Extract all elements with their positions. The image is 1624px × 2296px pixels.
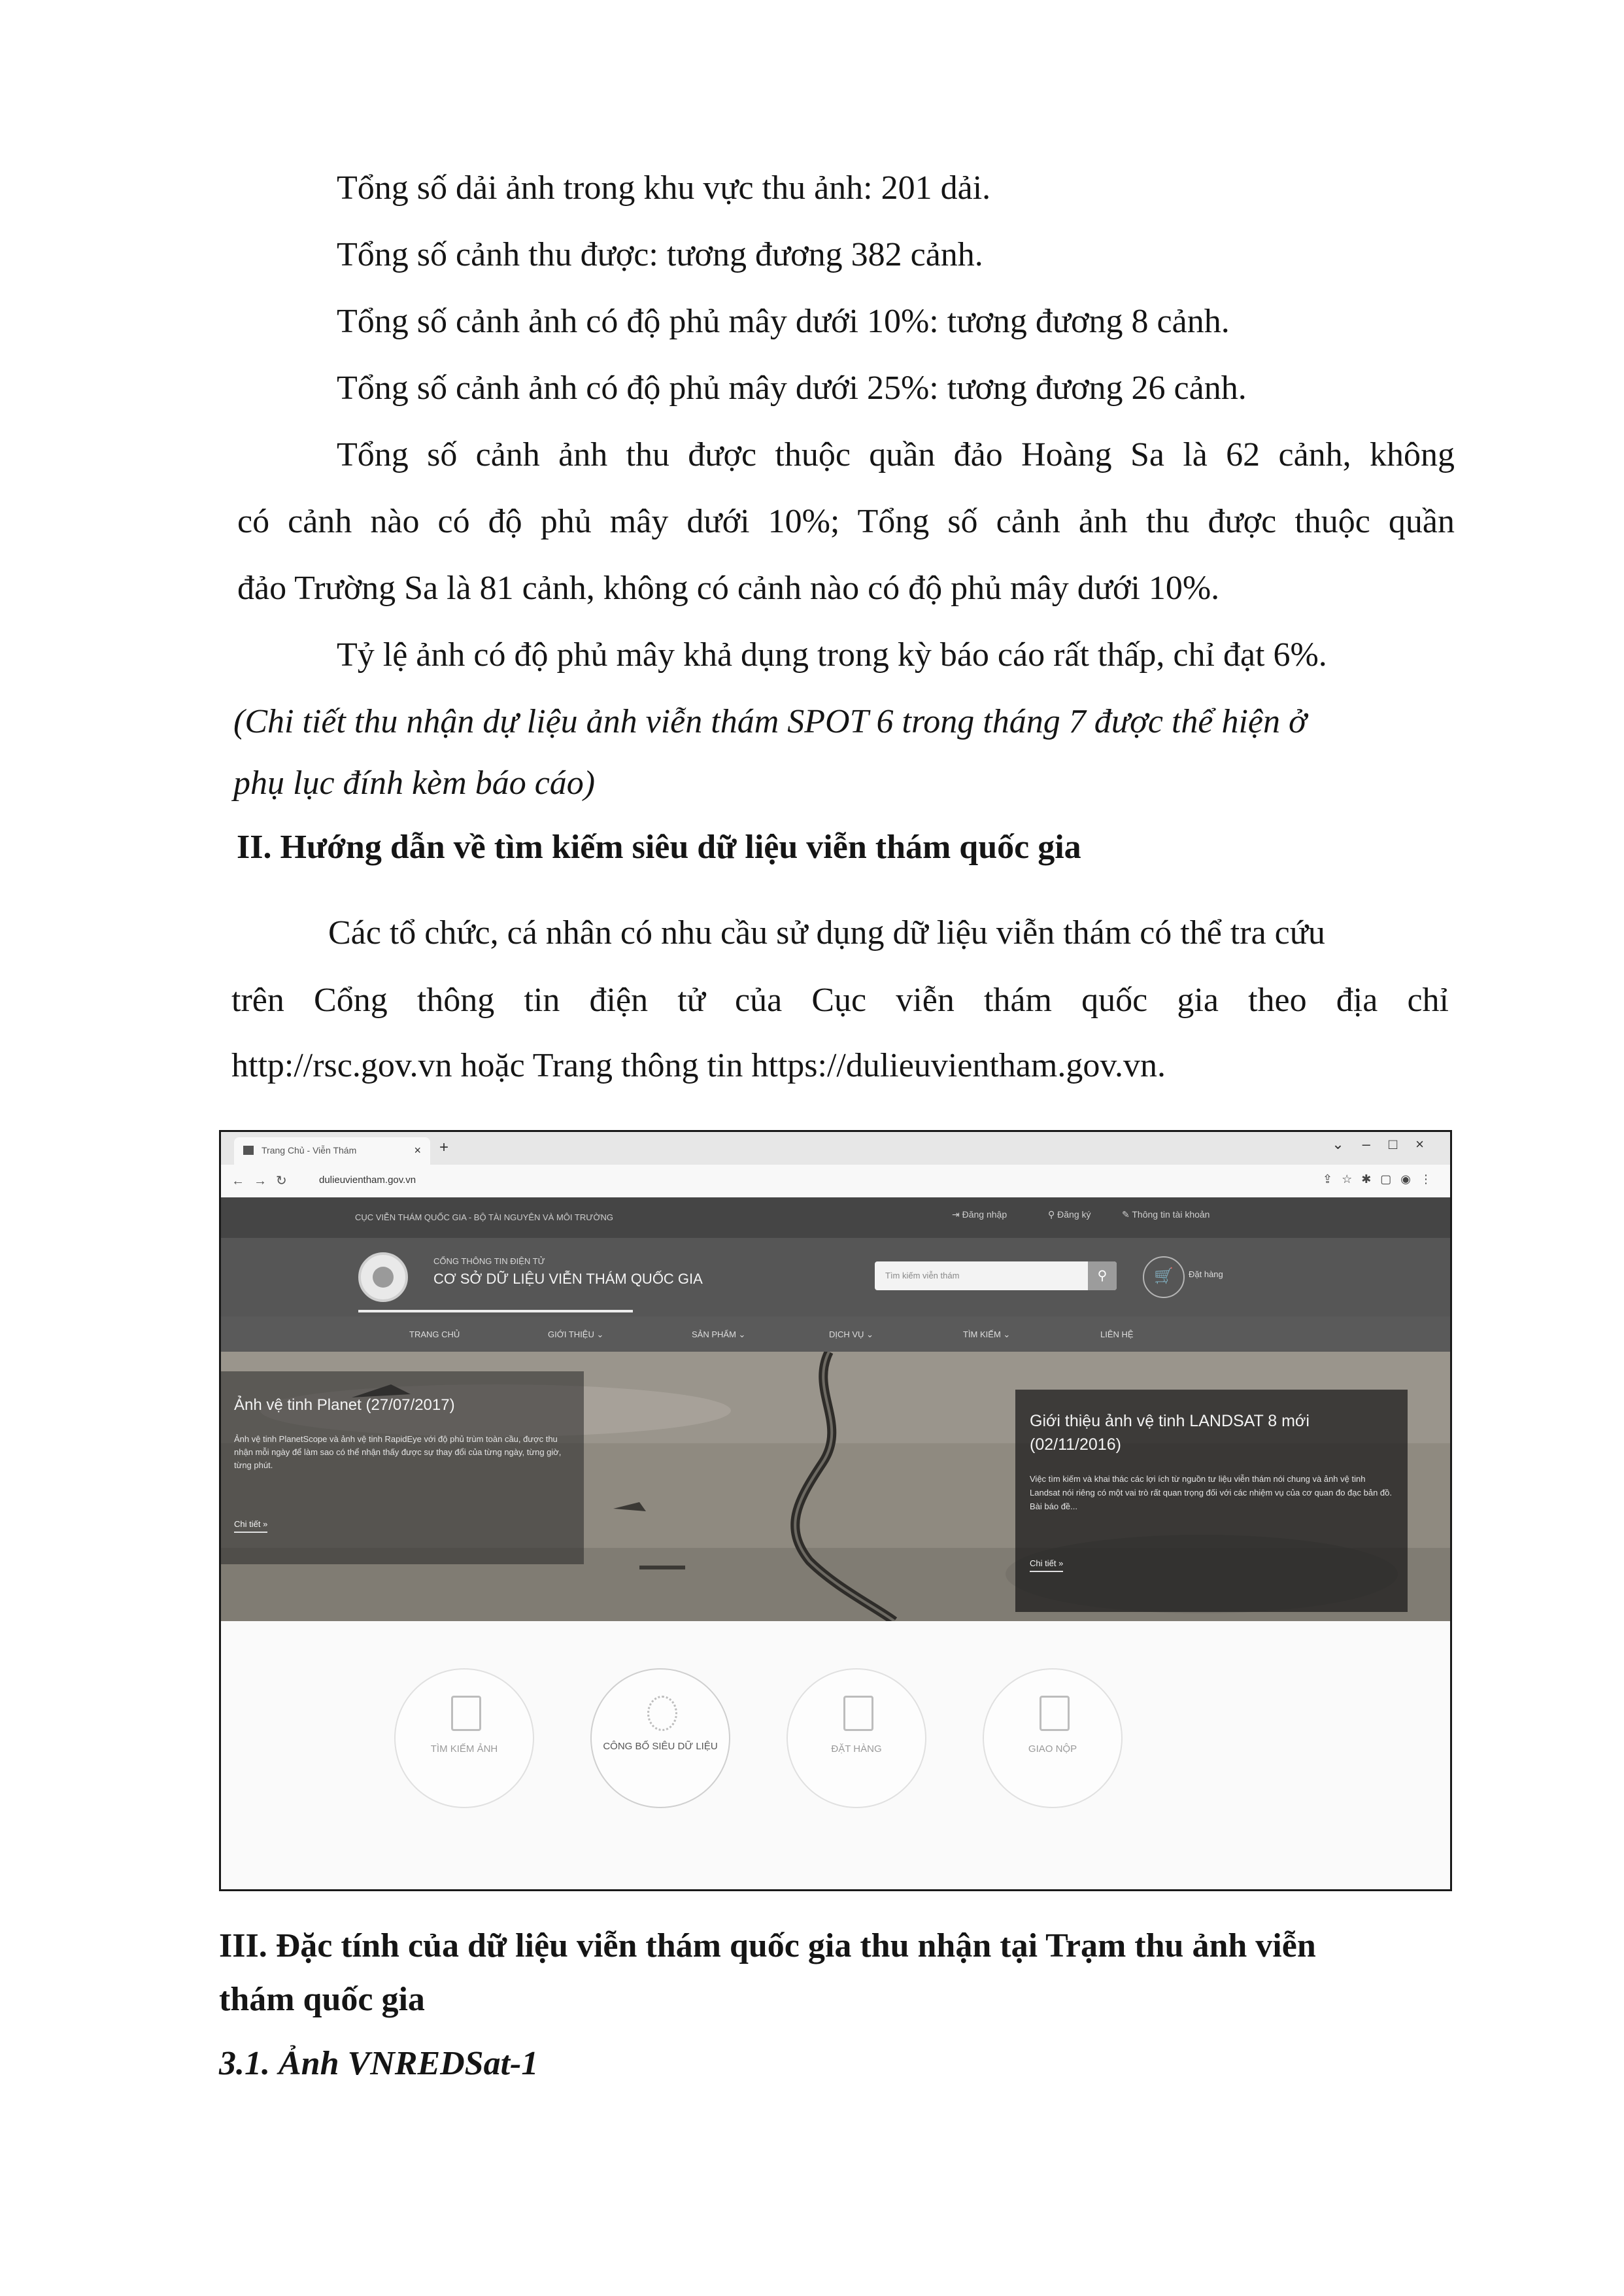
tab-title: Trang Chủ - Viễn Thám bbox=[262, 1145, 357, 1156]
ministry-label: CỤC VIỄN THÁM QUỐC GIA - BỘ TÀI NGUYÊN VÀ MÔI TRƯỜNG bbox=[355, 1212, 613, 1222]
navigation-icons[interactable]: ←→↻ bbox=[231, 1174, 296, 1188]
news-card-planet[interactable] bbox=[221, 1371, 584, 1564]
card-description: Ảnh vệ tinh PlanetScope và ảnh vệ tinh RapidEye với độ phủ trùm toàn cầu, được thu nhận mỗi ngày để làm sao có thể nhận thấy được sự thay đổi của từng ngày, từng giờ, từng phút. bbox=[234, 1434, 562, 1470]
italic-note: (Chi tiết thu nhận dự liệu ảnh viễn thám SPOT 6 trong tháng 7 được thể hiện ở bbox=[233, 703, 1307, 740]
login-icon: ⇥ bbox=[952, 1209, 962, 1220]
clipboard-icon bbox=[843, 1696, 873, 1731]
chevron-down-icon: ⌄ bbox=[866, 1329, 873, 1339]
browser-tab[interactable] bbox=[234, 1137, 430, 1165]
service-order[interactable] bbox=[787, 1668, 926, 1808]
service-metadata[interactable] bbox=[590, 1668, 730, 1808]
menu-item-products-label: SẢN PHẨM bbox=[692, 1329, 736, 1339]
menu-item-search[interactable] bbox=[963, 1329, 1010, 1340]
address-bar bbox=[221, 1165, 1450, 1198]
paragraph-line: đảo Trường Sa là 81 cảnh, không có cảnh nào có độ phủ mây dưới 10%. bbox=[237, 570, 1220, 607]
paragraph-line: Các tổ chức, cá nhân có nhu cầu sử dụng dữ liệu viễn thám có thể tra cứu bbox=[328, 914, 1325, 951]
account-label: Thông tin tài khoản bbox=[1132, 1209, 1210, 1220]
service-label: GIAO NỘP bbox=[1028, 1743, 1077, 1755]
search-placeholder: Tìm kiếm viễn thám bbox=[885, 1271, 960, 1280]
search-input[interactable] bbox=[875, 1261, 1117, 1290]
cart-label[interactable]: Đặt hàng bbox=[1189, 1269, 1223, 1279]
globe-icon bbox=[647, 1696, 677, 1731]
service-label: CÔNG BỐ SIÊU DỮ LIỆU bbox=[603, 1741, 718, 1752]
site-logo[interactable] bbox=[358, 1252, 408, 1302]
main-menu bbox=[221, 1316, 1450, 1352]
paragraph-line: có cảnh nào có độ phủ mây dưới 10%; Tổng số cảnh ảnh thu được thuộc quần bbox=[237, 503, 1455, 540]
menu-item-services[interactable] bbox=[829, 1329, 873, 1340]
paragraph-line: http://rsc.gov.vn hoặc Trang thông tin https://dulieuvientham.gov.vn. bbox=[231, 1047, 1166, 1084]
account-link[interactable] bbox=[1122, 1209, 1210, 1220]
paragraph-line: Tổng số cảnh ảnh có độ phủ mây dưới 10%: tương đương 8 cảnh. bbox=[337, 303, 1230, 340]
card-title: Ảnh vệ tinh Planet (27/07/2017) bbox=[234, 1396, 455, 1414]
browser-toolbar-icons[interactable]: ⇪☆✱▢◉⋮ bbox=[1322, 1173, 1441, 1186]
menu-item-contact[interactable]: LIÊN HỆ bbox=[1100, 1329, 1134, 1339]
menu-item-services-label: DỊCH VỤ bbox=[829, 1329, 864, 1339]
news-card-landsat[interactable] bbox=[1015, 1390, 1408, 1612]
card-more-link[interactable]: Chi tiết » bbox=[234, 1519, 267, 1533]
services-section bbox=[221, 1621, 1450, 1889]
paragraph-line: Tổng số cảnh ảnh có độ phủ mây dưới 25%: tương đương 26 cảnh. bbox=[337, 369, 1247, 407]
section-heading: thám quốc gia bbox=[219, 1981, 425, 2018]
url-field[interactable]: dulieuvientham.gov.vn bbox=[319, 1174, 416, 1186]
chevron-down-icon: ⌄ bbox=[596, 1329, 604, 1339]
new-tab-icon[interactable]: + bbox=[439, 1139, 449, 1156]
website bbox=[221, 1197, 1450, 1889]
edit-icon: ✎ bbox=[1122, 1209, 1132, 1220]
section-heading: II. Hướng dẫn về tìm kiếm siêu dữ liệu viễn thám quốc gia bbox=[237, 829, 1081, 866]
hero-satellite-image bbox=[221, 1352, 1450, 1621]
paragraph-line: Tổng số cảnh thu được: tương đương 382 cảnh. bbox=[337, 236, 983, 273]
user-icon: ⚲ bbox=[1048, 1209, 1058, 1220]
paragraph-line: Tỷ lệ ảnh có độ phủ mây khả dụng trong kỳ báo cáo rất thấp, chỉ đạt 6%. bbox=[337, 636, 1327, 674]
site-header bbox=[221, 1238, 1450, 1316]
portal-label: CỔNG THÔNG TIN ĐIỆN TỬ bbox=[433, 1256, 545, 1266]
menu-item-home[interactable]: TRANG CHỦ bbox=[409, 1329, 460, 1339]
italic-note: phụ lục đính kèm báo cáo) bbox=[233, 764, 596, 802]
service-label: ĐẶT HÀNG bbox=[831, 1743, 882, 1755]
upload-document-icon bbox=[1040, 1696, 1070, 1731]
document-search-icon bbox=[451, 1696, 481, 1731]
website-screenshot bbox=[219, 1130, 1452, 1891]
cart-icon[interactable]: 🛒 bbox=[1143, 1256, 1185, 1298]
menu-item-products[interactable] bbox=[692, 1329, 745, 1340]
search-icon[interactable]: ⚲ bbox=[1088, 1261, 1117, 1290]
menu-item-about[interactable] bbox=[548, 1329, 603, 1340]
card-title: Giới thiệu ảnh vệ tinh LANDSAT 8 mới (02/11/2016) bbox=[1030, 1412, 1310, 1454]
login-link[interactable] bbox=[952, 1209, 1007, 1220]
register-link[interactable] bbox=[1048, 1209, 1091, 1220]
paragraph-line: Tổng số dải ảnh trong khu vực thu ảnh: 201 dải. bbox=[337, 169, 991, 207]
window-controls[interactable]: ⌄–□× bbox=[1332, 1136, 1442, 1152]
card-description: Việc tìm kiếm và khai thác các lợi ích từ nguồn tư liệu viễn thám nói chung và ảnh vệ tinh Landsat nói riêng có một vai trò rất quan trọng đối với các nhiệm vụ của cơ quan đo đạc bản đồ. Bài báo đề... bbox=[1030, 1474, 1392, 1511]
paragraph-line: Tổng số cảnh ảnh thu được thuộc quần đảo Hoàng Sa là 62 cảnh, không bbox=[337, 436, 1455, 473]
logo-underline bbox=[358, 1310, 633, 1312]
site-name: CƠ SỞ DỮ LIỆU VIỄN THÁM QUỐC GIA bbox=[433, 1271, 703, 1287]
top-strip bbox=[221, 1197, 1450, 1238]
register-label: Đăng ký bbox=[1057, 1209, 1091, 1220]
menu-item-about-label: GIỚI THIỆU bbox=[548, 1329, 594, 1339]
close-tab-icon[interactable]: × bbox=[414, 1144, 421, 1157]
service-label: TÌM KIẾM ẢNH bbox=[430, 1743, 498, 1755]
service-image-search[interactable] bbox=[394, 1668, 534, 1808]
paragraph-line: trên Cổng thông tin điện tử của Cục viễn thám quốc gia theo địa chỉ bbox=[231, 982, 1449, 1019]
favicon-icon bbox=[243, 1146, 254, 1155]
login-label: Đăng nhập bbox=[962, 1209, 1007, 1220]
chevron-down-icon: ⌄ bbox=[738, 1329, 746, 1339]
chevron-down-icon: ⌄ bbox=[1003, 1329, 1011, 1339]
menu-item-search-label: TÌM KIẾM bbox=[963, 1329, 1001, 1339]
service-submit[interactable] bbox=[983, 1668, 1123, 1808]
section-heading: III. Đặc tính của dữ liệu viễn thám quốc gia thu nhận tại Trạm thu ảnh viễn bbox=[219, 1927, 1316, 1964]
browser-tab-bar bbox=[221, 1132, 1450, 1165]
subsection-heading: 3.1. Ảnh VNREDSat-1 bbox=[219, 2045, 539, 2082]
card-more-link[interactable]: Chi tiết » bbox=[1030, 1558, 1063, 1572]
